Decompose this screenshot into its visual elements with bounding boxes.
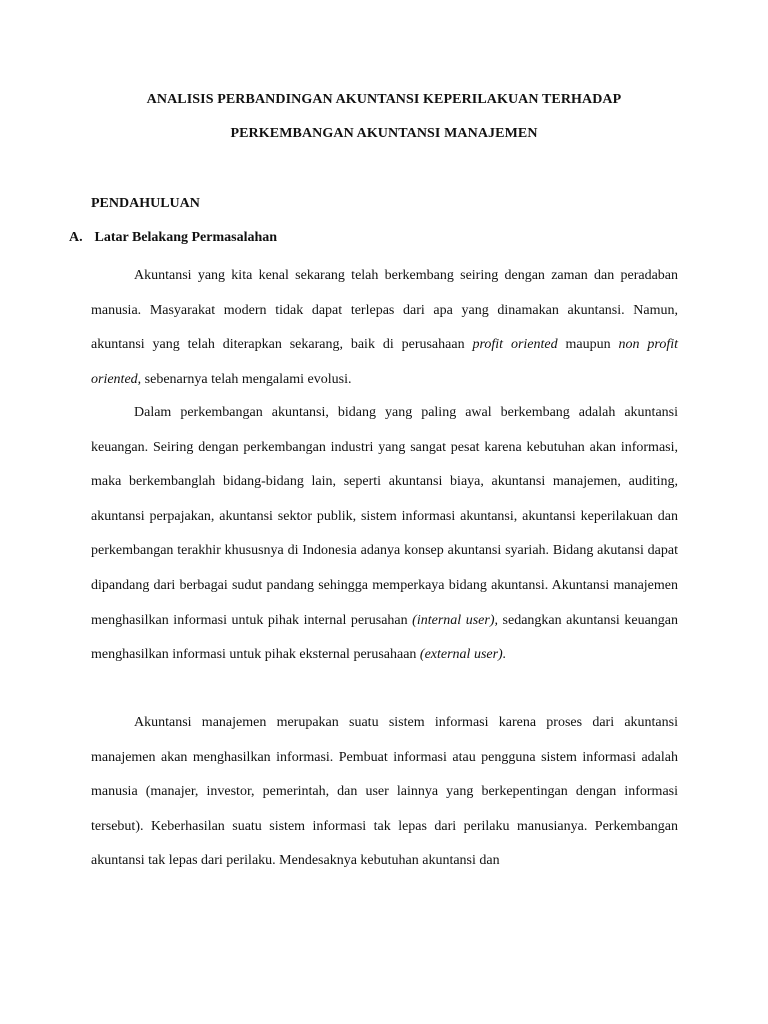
document-title-line1: ANALISIS PERBANDINGAN AKUNTANSI KEPERILAKUAN TERHADAP — [146, 92, 622, 107]
paragraph-1-text: , sebenarnya telah mengalami evolusi. — [137, 371, 352, 387]
paragraph-1-italic-nonprofit: non profit oriented — [91, 337, 678, 387]
subsection-number: A. — [69, 230, 83, 245]
paragraph-3 — [91, 706, 678, 879]
paragraph-2 — [91, 396, 678, 673]
paragraph-2-italic-external: (external user). — [419, 647, 507, 663]
paragraph-1 — [91, 259, 678, 397]
subsection-title: Latar Belakang Permasalahan — [94, 230, 278, 245]
paragraph-1-text: Akuntansi yang kita kenal sekarang telah berkembang seiring dengan zaman dan peradaban manusia. Masyarakat modern tidak dapat terlepas dari apa yang dinamakan akuntansi. Namun, akuntansi yang telah diterapkan sekarang, baik di perusahaan — [91, 268, 678, 353]
paragraph-1-text: maupun — [557, 337, 619, 353]
paragraph-2-text: Dalam perkembangan akuntansi, bidang yang paling awal berkembang adalah akuntansi keuangan. Seiring dengan perkembangan industri yang sangat pesat karena kebutuhan akan informasi, maka berkembanglah bidang-bidang lain, seperti akuntansi biaya, akuntansi manajemen, auditing, akuntansi perpajakan, akuntansi sektor publik, sistem informasi akuntansi, akuntansi keperilakuan dan perkembangan terakhir khususnya di Indonesia adanya konsep akuntansi syariah. Bidang akutansi dapat dipandang dari berbagai sudut pandang sehingga memperkaya bidang akuntansi. Akuntansi manajemen menghasilkan informasi untuk pihak internal perusahan — [91, 405, 678, 628]
subsection-heading — [69, 230, 277, 246]
paragraph-2-italic-internal: (internal user), — [412, 612, 498, 628]
paragraph-1-italic-profit: profit oriented — [472, 337, 558, 353]
document-title-line2: PERKEMBANGAN AKUNTANSI MANAJEMEN — [230, 126, 538, 141]
section-heading: PENDAHULUAN — [91, 196, 200, 211]
paragraph-3-text: Akuntansi manajemen merupakan suatu sistem informasi karena proses dari akuntansi manajemen akan menghasilkan informasi. Pembuat informasi atau pengguna sistem informasi adalah manusia (manajer, investor, pemerintah, dan user lainnya yang berkepentingan dengan informasi tersebut). Keberhasilan suatu sistem informasi tak lepas dari perilaku manusianya. Perkembangan akuntansi tak lepas dari perilaku. Mendesaknya kebutuhan akuntansi dan — [91, 715, 678, 869]
paragraph-2-text: sedangkan akuntansi keuangan menghasilkan informasi untuk pihak eksternal perusahaan — [91, 612, 678, 663]
